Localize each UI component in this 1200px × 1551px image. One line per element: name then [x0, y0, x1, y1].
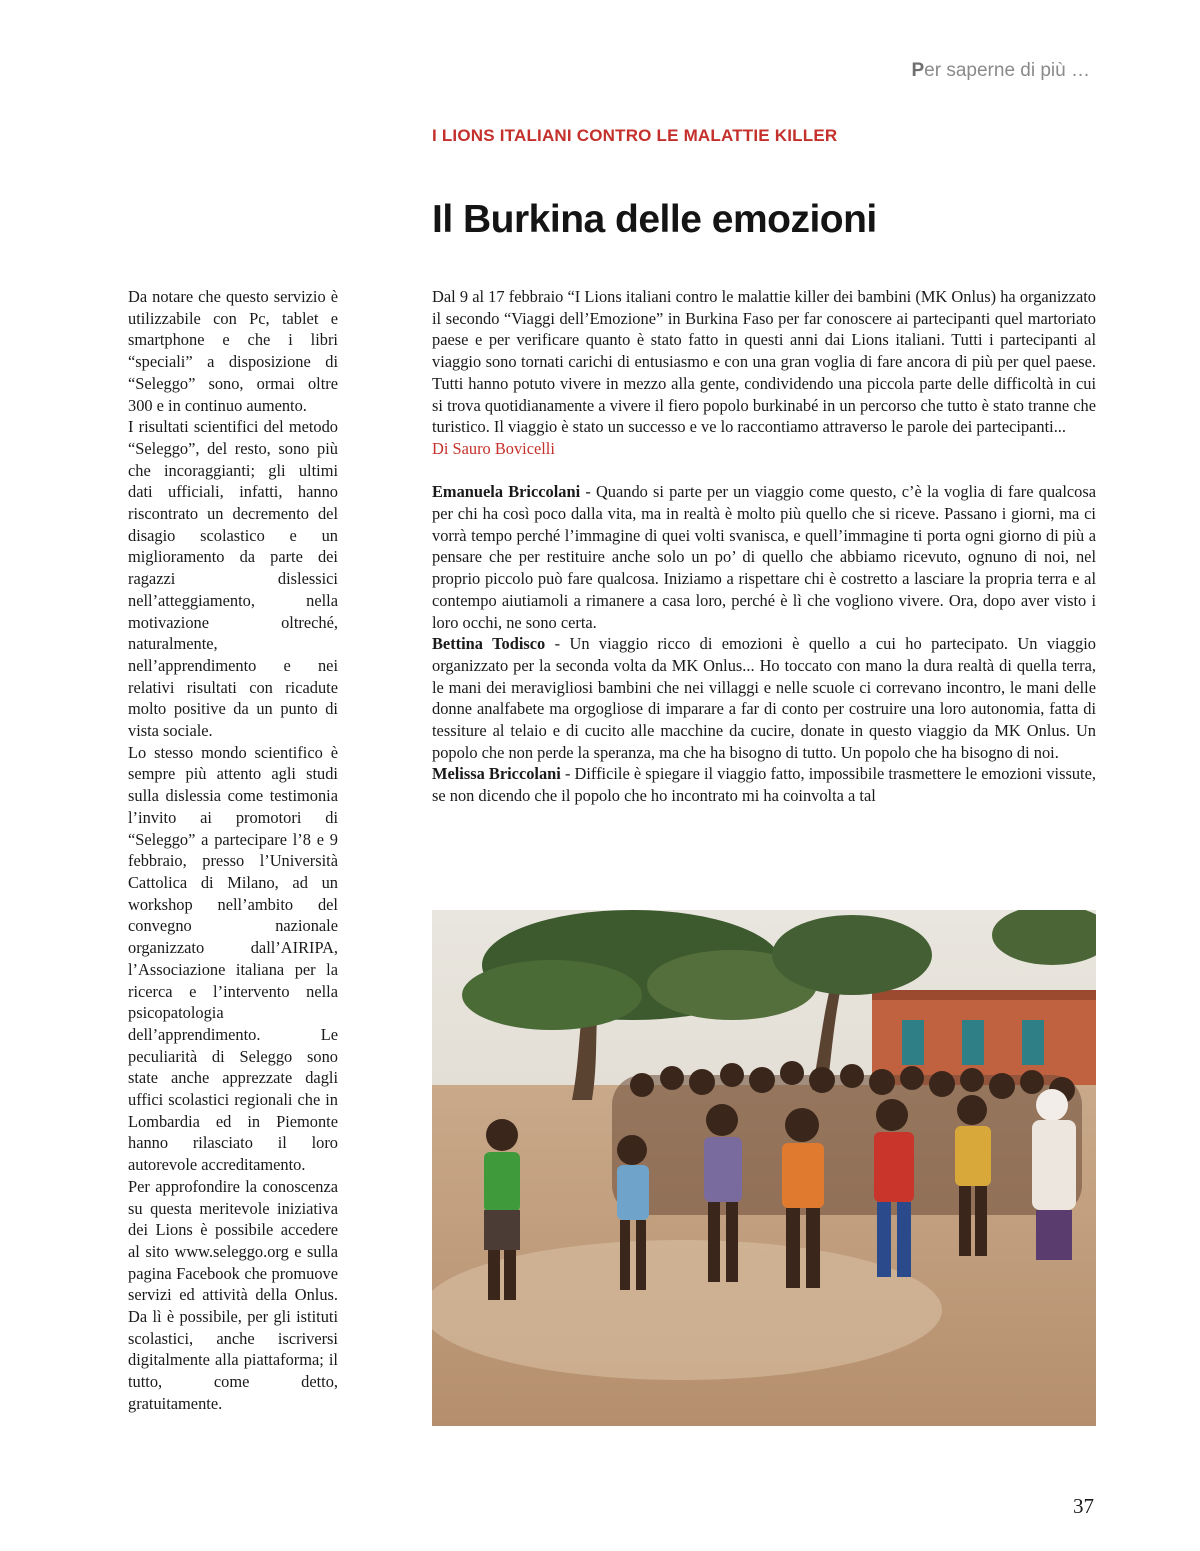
- article-body: [432, 286, 1096, 807]
- tree-canopy: [772, 915, 932, 995]
- sidebar-paragraph: Per approfondire la conoscenza su questa meritevole iniziativa dei Lions è possibile accedere al sito www.seleggo.org e sulla pagina Facebook che promuove servizi ed attività della Onlus. Da lì è possibile, per gli istituti scolastici, anche iscriversi digitalmente alla piattaforma; il tutto, come detto, gratuitamente.: [128, 1176, 338, 1413]
- testimonial-text: - Difficile è spiegare il viaggio fatto, impossibile trasmettere le emozioni vissute, se non dicendo che il popolo che ho incontrato mi ha coinvolta a tal: [432, 764, 1096, 806]
- article-kicker: I LIONS ITALIANI CONTRO LE MALATTIE KILLER: [432, 126, 838, 145]
- paragraph-spacer: [432, 460, 1096, 482]
- section-header-text: er saperne di più …: [924, 60, 1090, 81]
- sidebar-paragraph: Da notare che questo servizio è utilizzabile con Pc, tablet e smartphone e che i libri “speciali” a disposizione di “Seleggo” sono, ormai oltre 300 e in continuo aumento.: [128, 287, 338, 415]
- section-header-initial: P: [911, 60, 925, 81]
- testimonial-text: - Quando si parte per un viaggio come questo, c’è la voglia di fare qualcosa per chi ha così poco dalla vita, ma in realtà è molto più quello che si riceve. Passano i giorni, ma ci vorrà tempo perché l’immagine di quei volti svanisca, e quell’immagine ti porta ogni giorno di più a pensare che per restituire anche solo un po’ di quello che abbiamo ricevuto, ognuno di noi, nel proprio piccolo può fare qualcosa. Iniziamo a rispettare chi è costretto a lasciare la propria terra e al contempo aiutiamoli a rimanere a casa loro, perché è lì che vogliono vivere. Ora, dopo aver visto i loro occhi, ne sono certa.: [432, 482, 1096, 632]
- sidebar-paragraph: I risultati scientifici del metodo “Seleggo”, del resto, sono più che incoraggianti; gli ultimi dati ufficiali, infatti, hanno riscontrato un decremento del disagio scolastico e un miglioramento da parte dei ragazzi dislessici nell’atteggiamento, nella motivazione oltreché, naturalmente, nell’apprendimento e nei relativi risultati con ricadute molto positive da un punto di vista sociale.: [128, 417, 338, 741]
- testimonial-name: Bettina Todisco: [432, 634, 546, 654]
- sidebar-column: [128, 286, 338, 1415]
- page-number: 37: [1073, 1494, 1094, 1518]
- sidebar-paragraph: Lo stesso mondo scientifico è sempre più attento agli studi sulla dislessia come testimonia l’invito ai promotori di “Seleggo” a partecipare l’8 e 9 febbraio, presso l’Università Cattolica di Milano, ad un workshop nell’ambito del convegno nazionale organizzato dall’AIRIPA, l’Associazione italiana per la ricerca e l’intervento nella psicopatologia dell’apprendimento. Le peculiarità di Seleggo sono state anche apprezzate dagli uffici scolastici regionali che in Lombardia ed in Piemonte hanno rilasciato il loro autorevole accreditamento.: [128, 742, 338, 1175]
- school-door: [902, 1020, 924, 1065]
- testimonial-name: Melissa Briccolani: [432, 764, 561, 784]
- testimonial: [432, 763, 1096, 806]
- children-running-photo: [432, 910, 1096, 1426]
- testimonial-text: - Un viaggio ricco di emozioni è quello a cui ho partecipato. Un viaggio organizzato per la seconda volta da MK Onlus... Ho toccato con mano la dura realtà di quella terra, le mani dei meravigliosi bambini che nei villaggi e nelle scuole ci correvano incontro, le mani delle donne analfabete ma orgogliose di imparare a far di conto per costruire una loro autonomia, fatta di tessiture al telaio e di cucito alle macchine da cucire, donate in questo viaggio da MK Onlus. Un popolo che non perde la speranza, ma che ha bisogno di tutto. Un popolo che ha bisogno di noi.: [432, 634, 1096, 762]
- testimonial-name: Emanuela Briccolani: [432, 482, 581, 502]
- article-byline: Di Sauro Bovicelli: [432, 438, 555, 458]
- article-intro: Dal 9 al 17 febbraio “I Lions italiani contro le malattie killer dei bambini (MK Onlus) ha organizzato il secondo “Viaggi dell’Emozione” in Burkina Faso per far conoscere ai partecipanti quel martoriato paese e per verificare quanto è stato fatto in questi anni dai Lions italiani. Tutti i partecipanti al viaggio sono tornati carichi di entusiasmo e con una gran voglia di fare ancora di più per quel paese. Tutti hanno potuto vivere in mezzo alla gente, condividendo una piccola parte delle difficoltà in cui si trova quotidianamente a vivere il fiero popolo burkinabé in un percorso che tutto è stato tranne che turistico. Il viaggio è stato un successo e ve lo raccontiamo attraverso le parole dei partecipanti...: [432, 287, 1096, 437]
- article-photo: [432, 910, 1096, 1426]
- school-door: [1022, 1020, 1044, 1065]
- school-door: [962, 1020, 984, 1065]
- section-header: [911, 60, 1090, 82]
- testimonial: [432, 633, 1096, 763]
- article-title: Il Burkina delle emozioni: [432, 198, 877, 241]
- testimonial: [432, 481, 1096, 633]
